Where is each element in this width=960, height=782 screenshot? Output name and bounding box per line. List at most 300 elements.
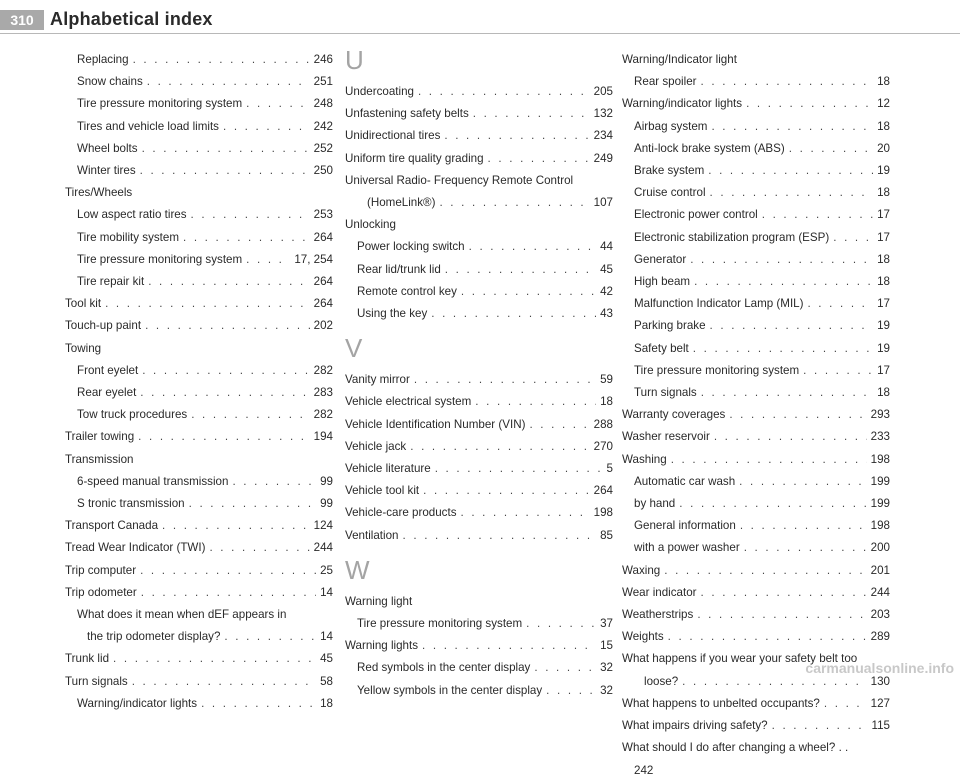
entry-page: 252 bbox=[313, 141, 333, 155]
entry-page: 17 bbox=[877, 363, 890, 377]
entry-page: 202 bbox=[313, 319, 333, 333]
dot-leader bbox=[694, 271, 873, 293]
entry-page: 17 bbox=[877, 297, 890, 311]
dot-leader bbox=[445, 259, 596, 281]
dot-leader bbox=[461, 281, 596, 303]
entry-label: Trip odometer bbox=[65, 585, 137, 599]
index-entry bbox=[345, 414, 613, 436]
dot-leader bbox=[708, 160, 873, 182]
entry-page: 37 bbox=[600, 617, 613, 631]
entry-label: Tread Wear Indicator (TWI) bbox=[65, 541, 206, 555]
entry-label: Universal Radio- Frequency Remote Control bbox=[345, 173, 574, 187]
entry-page: 293 bbox=[870, 408, 890, 422]
entry-page: 32 bbox=[600, 683, 613, 697]
index-entry bbox=[345, 81, 613, 103]
entry-page: 199 bbox=[870, 474, 890, 488]
entry-label: Warning light bbox=[345, 594, 413, 608]
index-subentry bbox=[622, 338, 890, 360]
dot-leader bbox=[729, 404, 866, 426]
dot-leader bbox=[534, 657, 596, 679]
entry-page: 124 bbox=[313, 519, 333, 533]
entry-label: (HomeLink®) bbox=[367, 196, 436, 210]
entry-page: 99 bbox=[320, 497, 333, 511]
index-entry-continuation bbox=[65, 626, 333, 648]
dot-leader bbox=[469, 236, 596, 258]
index-subentry bbox=[622, 360, 890, 382]
entry-page: 205 bbox=[593, 85, 613, 98]
entry-page: 45 bbox=[320, 652, 333, 666]
entry-label: Parking brake bbox=[634, 319, 706, 333]
entry-page: 242 bbox=[313, 119, 333, 133]
entry-page: 200 bbox=[870, 541, 890, 555]
entry-label: Tires and vehicle load limits bbox=[77, 119, 219, 133]
dot-leader bbox=[403, 525, 597, 547]
dot-leader bbox=[246, 93, 310, 115]
header-rule bbox=[0, 33, 960, 34]
entry-page: 18 bbox=[877, 119, 890, 133]
entry-page: 107 bbox=[593, 196, 613, 210]
entry-label: Tire pressure monitoring system bbox=[77, 97, 243, 111]
dot-leader bbox=[224, 626, 316, 648]
dot-leader bbox=[807, 293, 873, 315]
entry-tail: . . bbox=[835, 741, 849, 755]
dot-leader bbox=[739, 471, 866, 493]
index-subentry bbox=[65, 604, 333, 626]
dot-leader bbox=[789, 138, 873, 160]
index-entry bbox=[345, 635, 613, 657]
entry-label: Turn signals bbox=[634, 386, 697, 400]
entry-page: 198 bbox=[870, 452, 890, 466]
index-subentry bbox=[65, 160, 333, 182]
index-subentry bbox=[65, 271, 333, 293]
dot-leader bbox=[529, 414, 589, 436]
entry-page: 264 bbox=[593, 484, 613, 498]
entry-page: 58 bbox=[320, 674, 333, 688]
entry-label: Rear spoiler bbox=[634, 75, 697, 89]
entry-label: Generator bbox=[634, 252, 687, 266]
entry-label: Vehicle jack bbox=[345, 439, 407, 453]
dot-leader bbox=[546, 680, 596, 702]
dot-leader bbox=[410, 436, 589, 458]
dot-leader bbox=[701, 382, 873, 404]
entry-page: 14 bbox=[320, 585, 333, 599]
dot-leader bbox=[772, 715, 868, 737]
index-subentry bbox=[65, 116, 333, 138]
entry-label: Red symbols in the center display bbox=[357, 661, 531, 675]
dot-leader bbox=[824, 693, 867, 715]
index-subentry bbox=[65, 493, 333, 515]
index-subentry bbox=[622, 116, 890, 138]
index-subentry bbox=[622, 315, 890, 337]
index-subentry bbox=[622, 182, 890, 204]
entry-page: 20 bbox=[877, 141, 890, 155]
index-entry bbox=[345, 458, 613, 480]
dot-leader bbox=[697, 604, 866, 626]
index-entry bbox=[65, 293, 333, 315]
index-subentry bbox=[65, 227, 333, 249]
entry-label: Warning/indicator lights bbox=[622, 97, 743, 111]
entry-label: Electronic power control bbox=[634, 208, 758, 222]
entry-label: Tire pressure monitoring system bbox=[77, 252, 243, 266]
index-column-2 bbox=[345, 45, 613, 702]
dot-leader bbox=[414, 369, 596, 391]
entry-label: Power locking switch bbox=[357, 240, 465, 254]
dot-leader bbox=[140, 160, 310, 182]
index-subentry bbox=[622, 227, 890, 249]
entry-label: Malfunction Indicator Lamp (MIL) bbox=[634, 297, 804, 311]
entry-label: Rear eyelet bbox=[77, 386, 137, 400]
entry-page: 25 bbox=[320, 563, 333, 577]
entry-page: 288 bbox=[593, 417, 613, 431]
index-subentry bbox=[65, 471, 333, 493]
index-subentry bbox=[65, 249, 333, 271]
entry-label: High beam bbox=[634, 275, 691, 289]
index-subentry bbox=[622, 160, 890, 182]
dot-leader bbox=[191, 204, 310, 226]
index-entry bbox=[65, 560, 333, 582]
entry-page: 248 bbox=[313, 97, 333, 111]
entry-page: 18 bbox=[877, 252, 890, 266]
entry-label: Tire repair kit bbox=[77, 275, 145, 289]
index-entry bbox=[65, 671, 333, 693]
dot-leader bbox=[141, 582, 316, 604]
index-subentry bbox=[622, 249, 890, 271]
dot-leader bbox=[189, 493, 316, 515]
dot-leader bbox=[461, 502, 590, 524]
index-entry bbox=[65, 537, 333, 559]
index-entry bbox=[345, 170, 613, 192]
entry-page: 44 bbox=[600, 240, 613, 254]
entry-page: 42 bbox=[600, 284, 613, 298]
index-entry bbox=[65, 338, 333, 360]
dot-leader bbox=[423, 480, 590, 502]
entry-page: 15 bbox=[600, 639, 613, 653]
entry-label: Airbag system bbox=[634, 119, 708, 133]
entry-page: 18 bbox=[320, 696, 333, 710]
index-entry bbox=[622, 737, 890, 759]
entry-label: Tire pressure monitoring system bbox=[357, 617, 523, 631]
dot-leader bbox=[526, 613, 596, 635]
entry-label: Trip computer bbox=[65, 563, 137, 577]
entry-label: Snow chains bbox=[77, 75, 143, 89]
entry-label: Vanity mirror bbox=[345, 373, 410, 387]
index-entry bbox=[345, 502, 613, 524]
dot-leader bbox=[664, 560, 866, 582]
dot-leader bbox=[710, 315, 874, 337]
page-number-tab: 310 bbox=[0, 10, 44, 30]
entry-label: Vehicle tool kit bbox=[345, 484, 420, 498]
entry-page: 115 bbox=[871, 719, 890, 733]
dot-leader bbox=[140, 382, 309, 404]
entry-page: 253 bbox=[313, 208, 333, 222]
index-entry bbox=[65, 449, 333, 471]
dot-leader bbox=[183, 227, 310, 249]
index-column-1 bbox=[65, 49, 333, 715]
entry-page: 250 bbox=[313, 164, 333, 178]
entry-label: Cruise control bbox=[634, 186, 706, 200]
entry-label: Warranty coverages bbox=[622, 408, 726, 422]
index-subentry bbox=[65, 204, 333, 226]
dot-leader bbox=[191, 404, 309, 426]
entry-label: Transmission bbox=[65, 452, 134, 466]
entry-label: What impairs driving safety? bbox=[622, 719, 768, 733]
dot-leader bbox=[422, 635, 596, 657]
entry-label: Turn signals bbox=[65, 674, 128, 688]
entry-page: 130 bbox=[870, 674, 890, 688]
entry-page: 99 bbox=[320, 474, 333, 488]
dot-leader bbox=[762, 204, 873, 226]
index-subentry bbox=[622, 382, 890, 404]
index-entry bbox=[345, 103, 613, 125]
dot-leader bbox=[473, 103, 590, 125]
index-subentry bbox=[622, 471, 890, 493]
entry-label: Vehicle-care products bbox=[345, 506, 457, 520]
dot-leader bbox=[142, 138, 310, 160]
entry-page: 198 bbox=[870, 519, 890, 533]
entry-label: Replacing bbox=[77, 53, 129, 66]
dot-leader bbox=[148, 271, 309, 293]
index-subentry bbox=[622, 515, 890, 537]
dot-leader bbox=[833, 227, 873, 249]
dot-leader bbox=[105, 293, 310, 315]
index-subentry bbox=[65, 693, 333, 715]
entry-label: What happens to unbelted occupants? bbox=[622, 696, 820, 710]
entry-label: Trailer towing bbox=[65, 430, 135, 444]
index-subentry bbox=[65, 49, 333, 71]
index-subentry bbox=[622, 138, 890, 160]
dot-leader bbox=[132, 671, 316, 693]
entry-page: 270 bbox=[593, 439, 613, 453]
index-entry bbox=[345, 436, 613, 458]
entry-page: 17 bbox=[877, 230, 890, 244]
dot-leader bbox=[714, 426, 867, 448]
entry-label: General information bbox=[634, 519, 736, 533]
dot-leader bbox=[711, 116, 873, 138]
index-entry bbox=[622, 404, 890, 426]
entry-page: 12 bbox=[877, 97, 890, 111]
dot-leader bbox=[444, 125, 589, 147]
dot-leader bbox=[710, 182, 874, 204]
entry-page: 251 bbox=[313, 75, 333, 89]
index-entry bbox=[65, 515, 333, 537]
dot-leader bbox=[140, 560, 316, 582]
entry-label: Wheel bolts bbox=[77, 141, 138, 155]
index-entry bbox=[622, 449, 890, 471]
entry-page: 18 bbox=[877, 275, 890, 289]
entry-label: Brake system bbox=[634, 164, 705, 178]
entry-label: Unlocking bbox=[345, 218, 396, 232]
entry-label: Tire mobility system bbox=[77, 230, 179, 244]
entry-page: 244 bbox=[313, 541, 333, 555]
index-subentry bbox=[345, 303, 613, 325]
section-letter-u: U bbox=[345, 45, 364, 75]
entry-page: 264 bbox=[313, 230, 333, 244]
dot-leader bbox=[744, 537, 867, 559]
entry-label: Transport Canada bbox=[65, 519, 159, 533]
entry-label: Front eyelet bbox=[77, 363, 139, 377]
dot-leader bbox=[138, 426, 310, 448]
entry-label: the trip odometer display? bbox=[87, 630, 221, 644]
entry-label: Ventilation bbox=[345, 528, 399, 542]
entry-label: by hand bbox=[634, 497, 676, 511]
entry-page: 282 bbox=[313, 408, 333, 422]
index-entry bbox=[345, 125, 613, 147]
dot-leader bbox=[113, 648, 316, 670]
index-subentry bbox=[622, 493, 890, 515]
entry-label: What happens if you wear your safety belt too bbox=[622, 652, 858, 666]
index-entry bbox=[622, 582, 890, 604]
index-subentry bbox=[622, 71, 890, 93]
index-entry bbox=[345, 480, 613, 502]
index-entry bbox=[622, 560, 890, 582]
entry-label: Yellow symbols in the center display bbox=[357, 683, 543, 697]
section-letter-w: W bbox=[345, 554, 370, 585]
entry-label: Rear lid/trunk lid bbox=[357, 262, 441, 276]
index-entry bbox=[622, 715, 890, 737]
dot-leader bbox=[435, 458, 603, 480]
dot-leader bbox=[671, 449, 867, 471]
dot-leader bbox=[701, 71, 874, 93]
entry-page: 289 bbox=[870, 630, 890, 644]
index-subentry bbox=[345, 680, 613, 702]
dot-leader bbox=[201, 693, 316, 715]
entry-label: Uniform tire quality grading bbox=[345, 151, 484, 165]
entry-label: Unfastening safety belts bbox=[345, 107, 469, 121]
entry-label: Towing bbox=[65, 341, 102, 355]
entry-label: Anti-lock brake system (ABS) bbox=[634, 141, 785, 155]
entry-page: 264 bbox=[313, 297, 333, 311]
entry-page: 132 bbox=[593, 107, 613, 121]
entry-label: Warning/Indicator light bbox=[622, 53, 737, 66]
index-entry bbox=[65, 582, 333, 604]
entry-label: Electronic stabilization program (ESP) bbox=[634, 230, 830, 244]
index-subentry bbox=[622, 271, 890, 293]
entry-label: Tires/Wheels bbox=[65, 186, 133, 200]
entry-page: 201 bbox=[870, 563, 890, 577]
index-entry bbox=[65, 426, 333, 448]
entry-label: Tire pressure monitoring system bbox=[634, 363, 800, 377]
index-entry bbox=[345, 591, 613, 613]
entry-label: Weights bbox=[622, 630, 664, 644]
dot-leader bbox=[740, 515, 867, 537]
entry-label: Automatic car wash bbox=[634, 474, 736, 488]
dot-leader bbox=[418, 81, 590, 103]
entry-label: Washer reservoir bbox=[622, 430, 710, 444]
index-entry bbox=[65, 315, 333, 337]
index-entry bbox=[622, 604, 890, 626]
index-entry bbox=[622, 426, 890, 448]
index-entry bbox=[345, 214, 613, 236]
entry-label: Using the key bbox=[357, 307, 428, 321]
entry-label: Remote control key bbox=[357, 284, 457, 298]
entry-label: Washing bbox=[622, 452, 667, 466]
watermark: carmanualsonline.info bbox=[805, 660, 954, 676]
entry-page: 18 bbox=[600, 395, 613, 409]
index-entry bbox=[345, 148, 613, 170]
index-entry bbox=[622, 626, 890, 648]
index-entry bbox=[622, 693, 890, 715]
entry-page: 17 bbox=[877, 208, 890, 222]
entry-label: Vehicle electrical system bbox=[345, 395, 472, 409]
index-subentry bbox=[622, 537, 890, 559]
entry-label: 6-speed manual transmission bbox=[77, 474, 229, 488]
dot-leader bbox=[439, 192, 589, 214]
index-entry bbox=[345, 369, 613, 391]
entry-label: Low aspect ratio tires bbox=[77, 208, 187, 222]
entry-page: 18 bbox=[877, 186, 890, 200]
dot-leader bbox=[475, 391, 596, 413]
index-entry bbox=[345, 525, 613, 547]
entry-page: 194 bbox=[313, 430, 333, 444]
index-subentry bbox=[65, 360, 333, 382]
entry-page: 233 bbox=[870, 430, 890, 444]
entry-page: 43 bbox=[600, 307, 613, 321]
dot-leader bbox=[668, 626, 867, 648]
entry-label: Trunk lid bbox=[65, 652, 110, 666]
index-subentry bbox=[65, 382, 333, 404]
entry-page: 32 bbox=[600, 661, 613, 675]
entry-label: Tow truck procedures bbox=[77, 408, 188, 422]
entry-page: 283 bbox=[313, 386, 333, 400]
entry-label: Tool kit bbox=[65, 297, 102, 311]
index-subentry bbox=[345, 236, 613, 258]
index-subentry bbox=[345, 259, 613, 281]
index-subentry bbox=[65, 93, 333, 115]
dot-leader bbox=[246, 249, 290, 271]
dot-leader bbox=[232, 471, 316, 493]
entry-label: with a power washer bbox=[634, 541, 740, 555]
entry-label: Warning/indicator lights bbox=[77, 696, 198, 710]
page-title: Alphabetical index bbox=[50, 9, 213, 29]
entry-label: S tronic transmission bbox=[77, 497, 185, 511]
entry-label: Vehicle literature bbox=[345, 462, 431, 476]
entry-label: loose? bbox=[644, 674, 679, 688]
dot-leader bbox=[803, 360, 873, 382]
entry-page: 18 bbox=[877, 386, 890, 400]
entry-page: 19 bbox=[877, 341, 890, 355]
index-entry bbox=[622, 49, 890, 71]
dot-leader bbox=[145, 315, 310, 337]
dot-leader bbox=[693, 338, 873, 360]
entry-page: 18 bbox=[877, 75, 890, 89]
entry-page: 85 bbox=[600, 528, 613, 542]
entry-label: Winter tires bbox=[77, 164, 136, 178]
dot-leader bbox=[690, 249, 873, 271]
dot-leader bbox=[133, 49, 310, 71]
entry-page: 45 bbox=[600, 262, 613, 276]
entry-label: Weatherstrips bbox=[622, 608, 694, 622]
index-subentry bbox=[622, 204, 890, 226]
entry-label: What does it mean when dEF appears in bbox=[77, 608, 287, 622]
dot-leader bbox=[223, 116, 310, 138]
index-entry bbox=[65, 648, 333, 670]
index-subentry bbox=[622, 293, 890, 315]
entry-page: 282 bbox=[313, 363, 333, 377]
entry-page: 5 bbox=[606, 462, 613, 476]
dot-leader bbox=[142, 360, 309, 382]
entry-page: 249 bbox=[593, 151, 613, 165]
index-subentry bbox=[345, 281, 613, 303]
entry-label: Unidirectional tires bbox=[345, 129, 441, 143]
index-entry bbox=[345, 391, 613, 413]
entry-label: Safety belt bbox=[634, 341, 689, 355]
entry-page: 59 bbox=[600, 373, 613, 387]
dot-leader bbox=[679, 493, 866, 515]
entry-page: 17, 254 bbox=[294, 252, 333, 266]
index-subentry bbox=[65, 71, 333, 93]
dot-leader bbox=[147, 71, 310, 93]
entry-label: Vehicle Identification Number (VIN) bbox=[345, 417, 526, 431]
